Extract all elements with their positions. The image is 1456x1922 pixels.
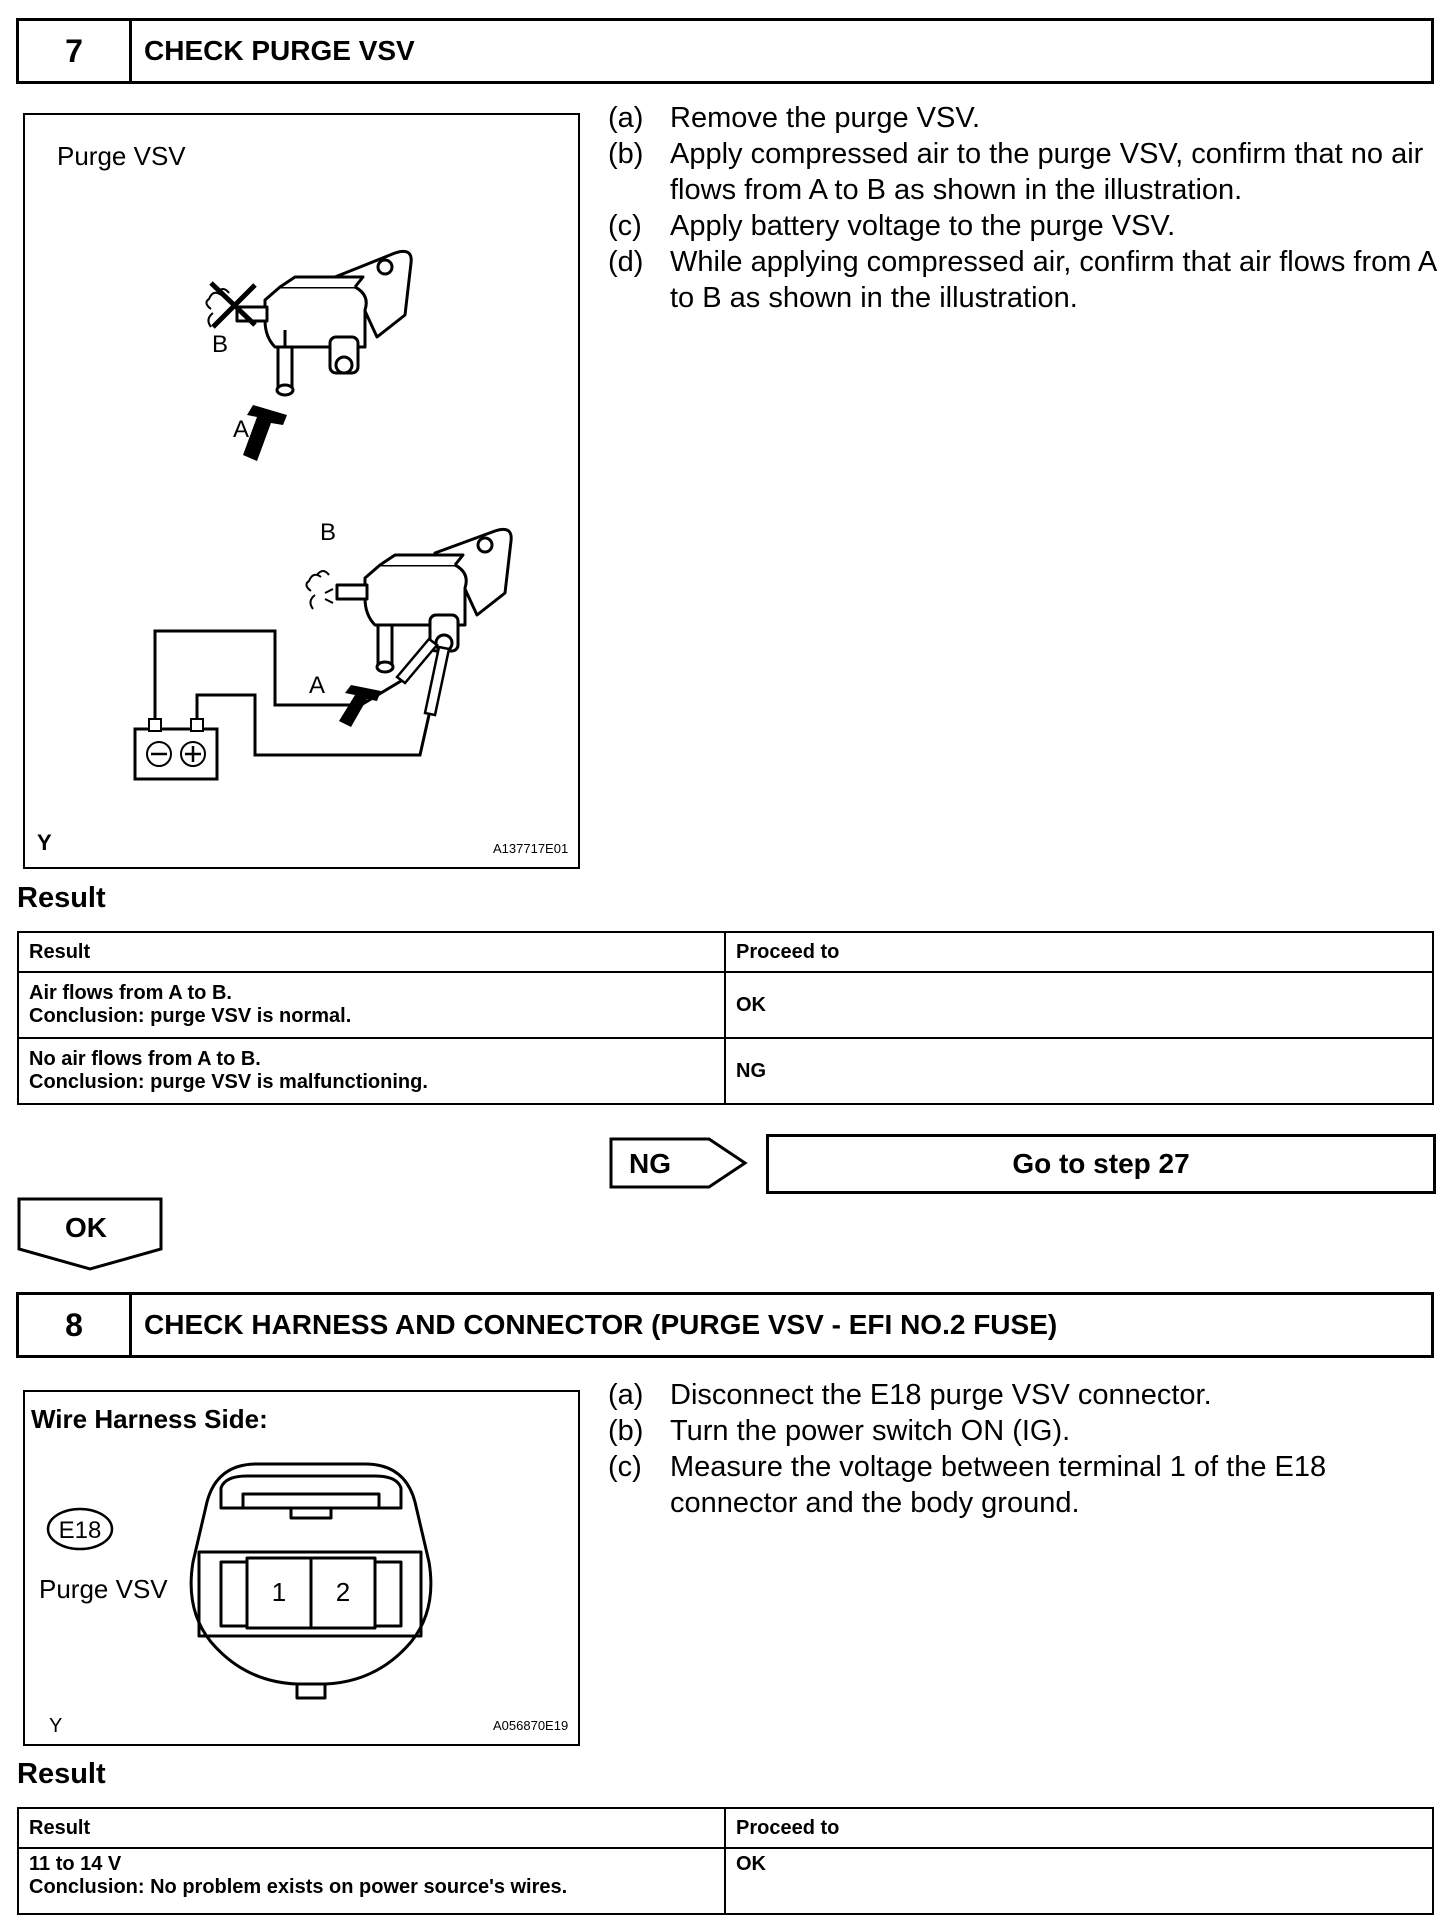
table-header: Proceed to — [725, 932, 1433, 972]
table-row — [18, 972, 1433, 1038]
figure-caption: Purge VSV — [57, 141, 186, 171]
vsv-no-flow-drawing — [237, 251, 411, 395]
ok-arrow-box[interactable] — [17, 1197, 163, 1271]
figure-corner-letter: Y — [37, 830, 52, 855]
connector-illustration — [23, 1390, 580, 1746]
ng-label: NG — [629, 1148, 671, 1179]
figure-corner-letter: Y — [49, 1715, 63, 1737]
go-to-step-text: Go to step 27 — [1012, 1148, 1190, 1179]
table-header: Result — [18, 1808, 725, 1848]
table-header-row — [18, 1808, 1433, 1848]
table-cell-proceed: OK — [725, 1848, 1433, 1914]
table-header: Proceed to — [725, 1808, 1433, 1848]
label-a-bottom: A — [309, 672, 326, 699]
table-cell-result: Air flows from A to B. Conclusion: purge VSV is normal. — [18, 972, 725, 1038]
instruction-item: (a) Remove the purge VSV. — [608, 102, 981, 134]
air-puff-bottom — [306, 571, 333, 609]
table-cell-result: 11 to 14 V Conclusion: No problem exists on power source's wires. — [18, 1848, 725, 1914]
label-b-top: B — [212, 331, 229, 358]
step-8-result-table — [17, 1807, 1434, 1915]
test-probes — [397, 639, 449, 715]
pin-1-label: 1 — [271, 1577, 287, 1607]
table-header: Result — [18, 932, 725, 972]
figure-code: A137717E01 — [493, 841, 569, 856]
connector-diagram — [25, 1392, 578, 1744]
ok-label: OK — [65, 1212, 107, 1243]
instruction-item: (d) While applying compressed air, confirm that air flows from A to B as shown in the illustration. — [608, 246, 1436, 314]
step-number: 8 — [19, 1295, 132, 1355]
step-title: CHECK HARNESS AND CONNECTOR (PURGE VSV - EFI NO.2 FUSE) — [144, 1309, 1058, 1340]
air-inlet-arrow-top — [243, 405, 287, 461]
figure-code: A056870E19 — [493, 1718, 569, 1733]
step-7-header — [16, 18, 1434, 84]
connector-drawing — [191, 1464, 431, 1698]
wire-harness-side-label: Wire Harness Side: — [31, 1404, 268, 1434]
instruction-item: (a) Disconnect the E18 purge VSV connector. — [608, 1379, 1212, 1411]
table-header-row — [18, 932, 1433, 972]
step-number: 7 — [19, 21, 132, 81]
no-airflow-cross-mark — [211, 283, 255, 327]
label-b-bottom: B — [320, 519, 337, 546]
part-name: Purge VSV — [39, 1574, 168, 1604]
battery-icon — [135, 719, 217, 779]
result-heading: Result — [17, 882, 106, 914]
purge-vsv-illustration — [23, 113, 580, 869]
table-row — [18, 1038, 1433, 1104]
step-8-header — [16, 1292, 1434, 1358]
label-a-top: A — [233, 416, 250, 443]
purge-vsv-diagram — [25, 115, 578, 867]
instruction-item: (c) Apply battery voltage to the purge VSV. — [608, 210, 1176, 242]
pin-2-label: 2 — [335, 1577, 351, 1607]
table-cell-result: No air flows from A to B. Conclusion: purge VSV is malfunctioning. — [18, 1038, 725, 1104]
table-cell-proceed: NG — [725, 1038, 1433, 1104]
step-title: CHECK PURGE VSV — [144, 35, 415, 66]
table-cell-proceed: OK — [725, 972, 1433, 1038]
step-7-result-table — [17, 931, 1434, 1105]
table-row — [18, 1848, 1433, 1914]
instruction-item: (c) Measure the voltage between terminal 1 of the E18 connector and the body ground. — [608, 1451, 1327, 1519]
go-to-step-box[interactable] — [766, 1134, 1436, 1194]
instruction-item: (b) Turn the power switch ON (IG). — [608, 1415, 1071, 1447]
connector-id: E18 — [58, 1517, 102, 1544]
result-heading: Result — [17, 1758, 106, 1790]
step-8-instructions — [608, 1377, 1438, 1521]
instruction-item: (b) Apply compressed air to the purge VSV, confirm that no air flows from A to B as shown in the illustration. — [608, 138, 1424, 206]
step-7-instructions — [608, 100, 1438, 316]
ng-arrow-box[interactable] — [609, 1137, 749, 1189]
